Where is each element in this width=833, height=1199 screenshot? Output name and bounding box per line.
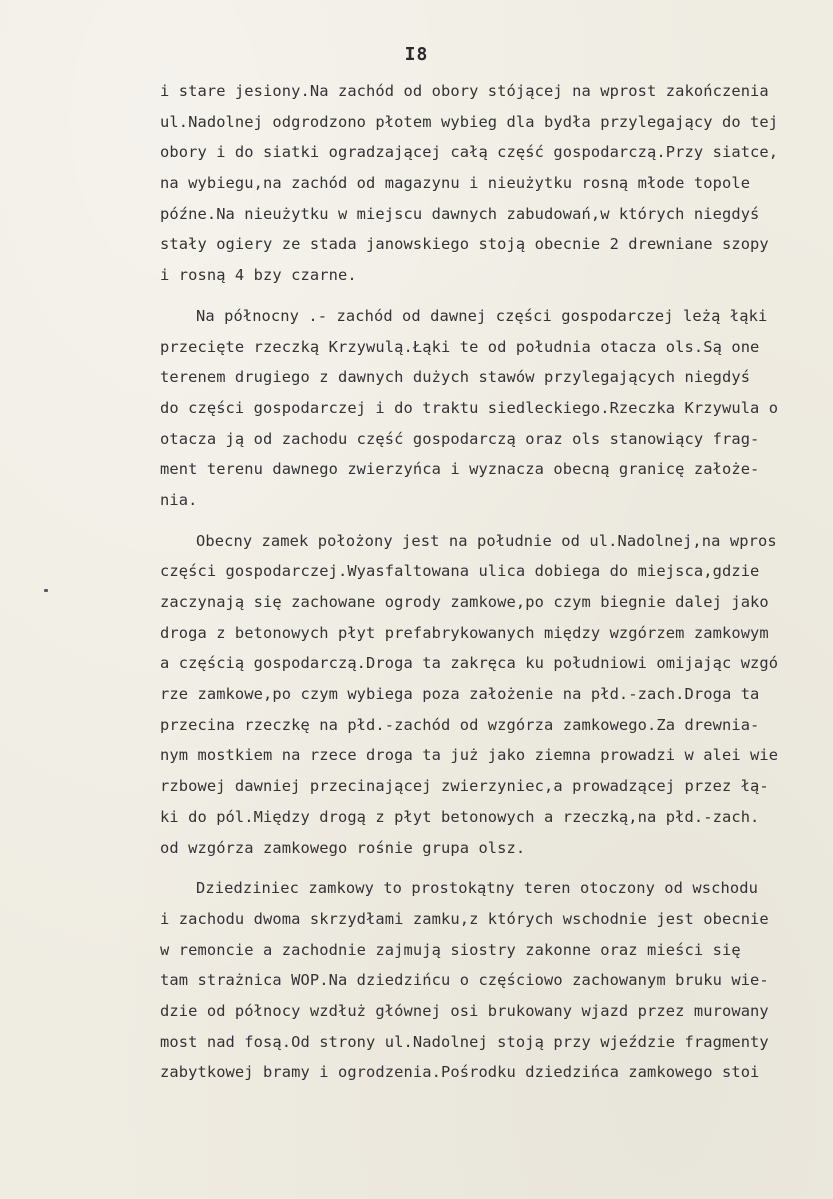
page-number: I8 [404,44,429,65]
text-line: i stare jesiony.Na zachód od obory stójącej na wprost zakończenia [160,82,769,100]
text-line: droga z betonowych płyt prefabrykowanych między wzgórzem zamkowym [160,623,769,642]
text-line: na wybiegu,na zachód od magazynu i nieużytku rosną młode topole [160,174,751,193]
text-line: przecięte rzeczką Krzywulą.Łąki te od południa otacza ols.Są one [160,337,760,356]
text-line: ki do pól.Między drogą z płyt betonowych a rzeczką,na płd.-zach. [160,807,760,826]
text-line: rzbowej dawniej przecinającej zwierzyniec,a prowadzącej przez łą- [160,777,769,796]
stray-ink-mark [44,589,48,592]
text-line: rze zamkowe,po czym wybiega poza założenie na płd.-zach.Droga ta [160,685,760,704]
text-line: ul.Nadolnej odgrodzono płotem wybieg dla bydła przylegający do tej [160,112,779,131]
text-line: stały ogiery ze stada janowskiego stoją obecnie 2 drewniane szopy [160,235,769,254]
text-line: późne.Na nieużytku w miejscu dawnych zabudowań,w których niegdyś [160,204,760,223]
text-line: Obecny zamek położony jest na południe od ul.Nadolnej,na wpros [196,531,777,550]
text-line: Dziedziniec zamkowy to prostokątny teren otoczony od wschodu [196,879,758,898]
text-line: od wzgórza zamkowego rośnie grupa olsz. [160,838,526,857]
typewritten-text [160,76,830,1088]
text-line: w remoncie a zachodnie zajmują siostry zakonne oraz mieści się [160,940,741,959]
text-line: ment terenu dawnego zwierzyńca i wyznacza obecną granicę założe- [160,460,760,479]
text-line: nym mostkiem na rzece droga ta już jako ziemna prowadzi w alei wie [160,746,779,765]
text-line: Na północny .- zachód od dawnej części gospodarczej leżą łąki [196,306,768,325]
text-line: dzie od północy wzdłuż głównej osi brukowany wjazd przez murowany [160,1001,769,1020]
text-line: i zachodu dwoma skrzydłami zamku,z których wschodnie jest obecnie [160,909,769,928]
text-line: przecina rzeczkę na płd.-zachód od wzgórza zamkowego.Za drewnia- [160,715,760,734]
text-line: a częścią gospodarczą.Droga ta zakręca ku południowi omijając wzgó [160,654,779,673]
text-line: nia. [160,490,198,509]
text-line: i rosną 4 bzy czarne. [160,266,357,285]
text-line: części gospodarczej.Wyasfaltowana ulica dobiega do miejsca,gdzie [160,562,760,581]
text-line: zaczynają się zachowane ogrody zamkowe,po czym biegnie dalej jako [160,593,769,611]
text-line: most nad fosą.Od strony ul.Nadolnej stoją przy wjeździe fragmenty [160,1032,769,1051]
text-line: zabytkowej bramy i ogrodzenia.Pośrodku dziedzińca zamkowego stoi [160,1063,760,1082]
text-line: do części gospodarczej i do traktu siedleckiego.Rzeczka Krzywula o [160,398,779,417]
text-line: obory i do siatki ogradzającej całą część gospodarczą.Przy siatce, [160,143,779,162]
text-line: otacza ją od zachodu część gospodarczą oraz ols stanowiący frag- [160,429,760,448]
text-line: tam strażnica WOP.Na dziedzińcu o częściowo zachowanym bruku wie- [160,971,769,990]
text-line: terenem drugiego z dawnych dużych stawów przylegających niegdyś [160,368,751,387]
